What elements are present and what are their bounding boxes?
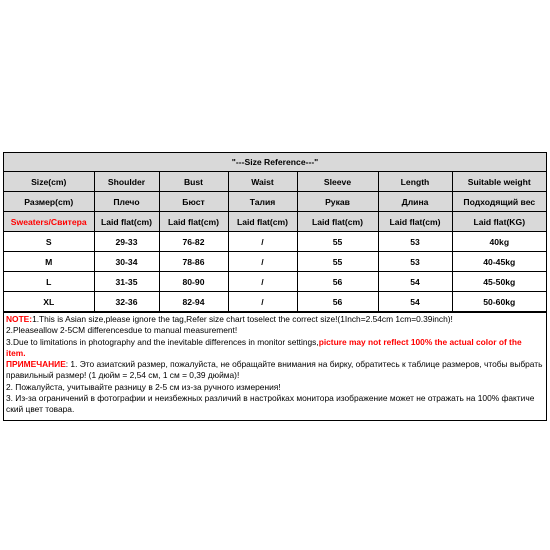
cell-size: L <box>4 272 94 292</box>
note-ru-1: : 1. Это азиатский размер, пожалуйста, не обращайте внимания на бирку, обратитесь к таблице размеров, чтобы выбрать <box>65 359 543 370</box>
cell-shoulder: 30-34 <box>94 252 159 272</box>
header-length: Length <box>378 172 452 192</box>
header-shoulder: Shoulder <box>94 172 159 192</box>
header-weight-ru: Подходящий вес <box>452 192 546 212</box>
cell-weight: 50-60kg <box>452 292 546 312</box>
cell-sleeve: 55 <box>297 232 378 252</box>
table-title-row <box>4 153 546 172</box>
size-chart <box>3 152 547 421</box>
cell-bust: 82-94 <box>159 292 228 312</box>
header-shoulder-ru: Плечо <box>94 192 159 212</box>
header-row-en <box>4 172 546 192</box>
note-ru-1-cont: правильный размер! (1 дюйм = 2,54 см, 1 см = 0,39 дюйма)! <box>6 370 240 381</box>
cell-size: XL <box>4 292 94 312</box>
cell-bust: 80-90 <box>159 272 228 292</box>
unit-row <box>4 212 546 232</box>
note-label: NOTE: <box>6 314 33 324</box>
cell-sleeve: 55 <box>297 252 378 272</box>
header-waist: Waist <box>228 172 297 192</box>
note-en-line-3 <box>6 337 544 348</box>
cell-waist: / <box>228 252 297 272</box>
note-ru-line-1 <box>6 359 544 370</box>
unit-waist: Laid flat(cm) <box>228 212 297 232</box>
cell-waist: / <box>228 232 297 252</box>
cell-waist: / <box>228 292 297 312</box>
header-size-ru: Размер(cm) <box>4 192 94 212</box>
note-label-ru: ПРИМЕЧАНИЕ <box>6 359 66 370</box>
header-sleeve-ru: Рукав <box>297 192 378 212</box>
cell-waist: / <box>228 272 297 292</box>
cell-length: 53 <box>378 232 452 252</box>
cell-shoulder: 32-36 <box>94 292 159 312</box>
note-en-1: 1.This is Asian size,please ignore the tag,Refer size chart toselect the correct size!(1Inch=2.54cm 1cm=0.39inch)! <box>32 314 453 324</box>
header-bust-ru: Бюст <box>159 192 228 212</box>
cell-sleeve: 56 <box>297 292 378 312</box>
notes-section <box>4 312 546 421</box>
header-length-ru: Длина <box>378 192 452 212</box>
unit-length: Laid flat(cm) <box>378 212 452 232</box>
cell-length: 54 <box>378 272 452 292</box>
header-bust: Bust <box>159 172 228 192</box>
note-ru-2: 2. Пожалуйста, учитывайте разницу в 2-5 см из-за ручного измерения! <box>6 381 281 392</box>
cell-shoulder: 31-35 <box>94 272 159 292</box>
unit-shoulder: Laid flat(cm) <box>94 212 159 232</box>
category-label: Sweaters/Свитера <box>4 212 94 232</box>
unit-weight: Laid flat(KG) <box>452 212 546 232</box>
table-row <box>4 292 546 312</box>
cell-bust: 78-86 <box>159 252 228 272</box>
unit-sleeve: Laid flat(cm) <box>297 212 378 232</box>
table-title: "---Size Reference---" <box>4 153 546 172</box>
cell-bust: 76-82 <box>159 232 228 252</box>
unit-bust: Laid flat(cm) <box>159 212 228 232</box>
cell-weight: 45-50kg <box>452 272 546 292</box>
cell-weight: 40kg <box>452 232 546 252</box>
cell-size: S <box>4 232 94 252</box>
note-en-line-1 <box>6 314 544 325</box>
note-en-3-warning-end: item. <box>6 347 26 358</box>
note-en-2: 2.Pleaseallow 2-5CM differencesdue to manual measurement! <box>6 325 238 336</box>
table-row <box>4 232 546 252</box>
header-weight: Suitable weight <box>452 172 546 192</box>
note-ru-3-cont: ский цвет товара. <box>6 404 75 415</box>
table-row <box>4 272 546 292</box>
table-row <box>4 252 546 272</box>
cell-sleeve: 56 <box>297 272 378 292</box>
header-row-ru <box>4 192 546 212</box>
header-size: Size(cm) <box>4 172 94 192</box>
cell-shoulder: 29-33 <box>94 232 159 252</box>
size-table <box>4 153 546 312</box>
note-en-3-warning: picture may not reflect 100% the actual color of the <box>318 336 522 347</box>
note-en-3: 3.Due to limitations in photography and the inevitable differences in monitor settings, <box>6 336 319 347</box>
cell-size: M <box>4 252 94 272</box>
cell-length: 54 <box>378 292 452 312</box>
note-ru-3: 3. Из-за ограничений в фотографии и неизбежных различий в настройках монитора изображение может не отражать на 100% фактиче <box>6 393 535 404</box>
cell-weight: 40-45kg <box>452 252 546 272</box>
header-sleeve: Sleeve <box>297 172 378 192</box>
header-waist-ru: Талия <box>228 192 297 212</box>
cell-length: 53 <box>378 252 452 272</box>
